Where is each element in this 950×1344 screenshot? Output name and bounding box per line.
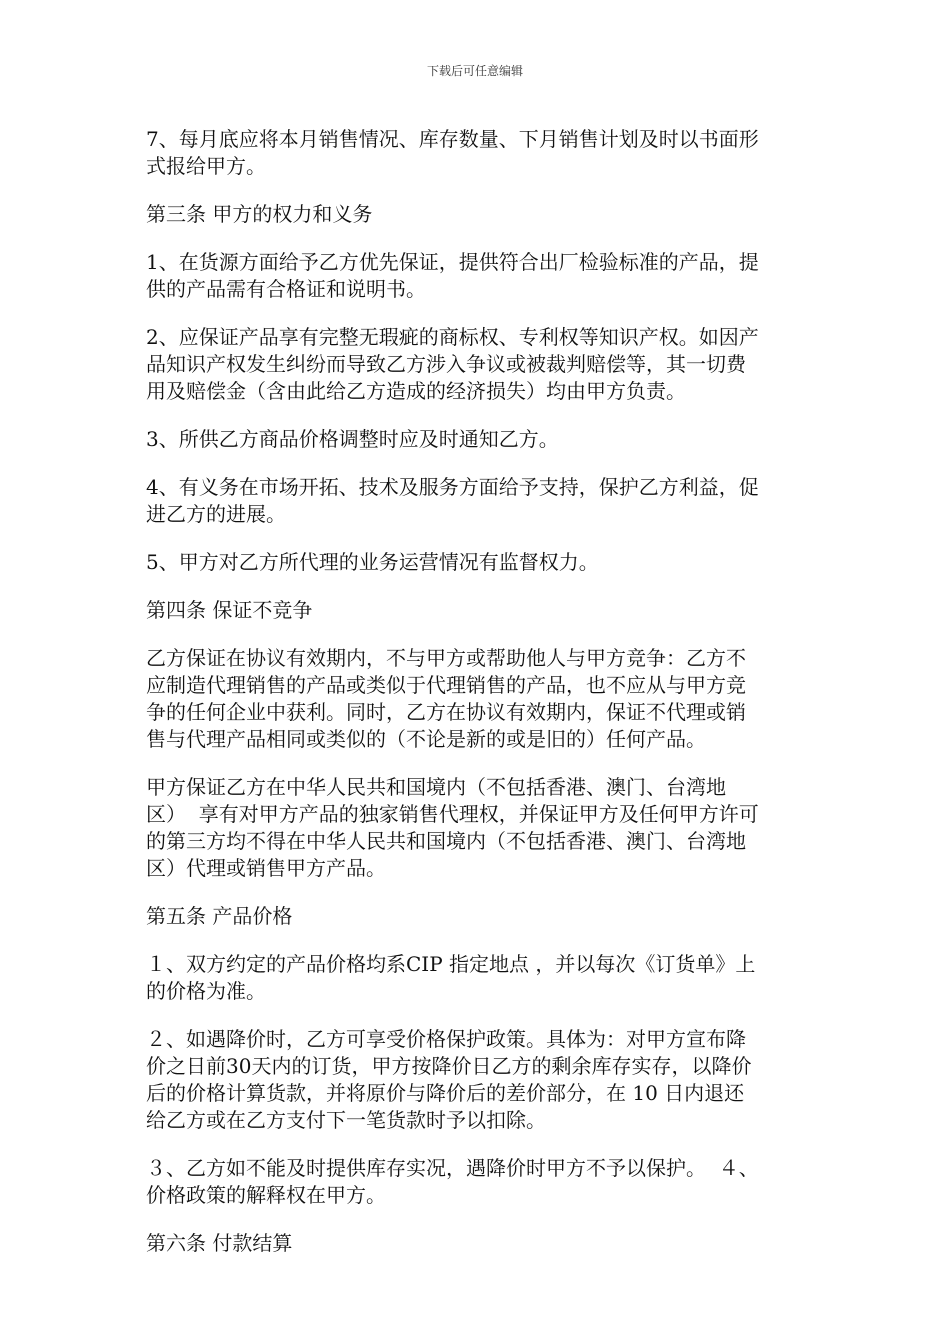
article-3-item-5: 5、甲方对乙方所代理的业务运营情况有监督权力。 (146, 550, 599, 574)
article-3-item-4: 4、有义务在市场开拓、技术及服务方面给予支持，保护乙方利益，促 进乙方的进展。 (146, 475, 759, 526)
article-4-para-2: 甲方保证乙方在中华人民共和国境内（不包括香港、澳门、台湾地 区） 享有对甲方产品的独家销售代理权，并保证甲方及任何甲方许可 的第三方均不得在中华人民共和国境内（不包括香港、澳门、台湾地 区）代理或销售甲方产品。 (146, 775, 759, 880)
document-body (146, 126, 810, 1278)
article-4-para-1: 乙方保证在协议有效期内，不与甲方或帮助他人与甲方竞争：乙方不 应制造代理销售的产品或类似于代理销售的产品，也不应从与甲方竞 争的任何企业中获利。同时，乙方在协议有效期内，保证不代理或销 售与代理产品相同或类似的（不论是新的或是旧的）任何产品。 (146, 646, 746, 751)
article-6-heading: 第六条 付款结算 (146, 1231, 293, 1255)
article-3-item-3: 3、所供乙方商品价格调整时应及时通知乙方。 (146, 427, 559, 451)
article-5-item-1: １、双方约定的产品价格均系CIP 指定地点 ，并以每次《订货单》上 的价格为准。 (146, 952, 756, 1003)
article-5-item-2: ２、如遇降价时，乙方可享受价格保护政策。具体为：对甲方宣布降 价之日前30天内的订货，甲方按降价日乙方的剩余库存实存，以降价 后的价格计算货款，并将原价与降价后的差价部分，在 10 日内退还 给乙方或在乙方支付下一笔货款时予以扣除。 (146, 1027, 752, 1132)
article-4-heading: 第四条 保证不竞争 (146, 598, 313, 622)
article-3-item-2: 2、应保证产品享有完整无瑕疵的商标权、专利权等知识产权。如因产 品知识产权发生纠纷而导致乙方涉入争议或被裁判赔偿等，其一切费 用及赔偿金（含由此给乙方造成的经济损失）均由甲方负责。 (146, 325, 759, 403)
article-3-item-1: 1、在货源方面给予乙方优先保证，提供符合出厂检验标准的产品，提 供的产品需有合格证和说明书。 (146, 250, 759, 301)
article-5-heading: 第五条 产品价格 (146, 904, 293, 928)
article-3-heading: 第三条 甲方的权力和义务 (146, 202, 373, 226)
page-header: 下载后可任意编辑 (426, 64, 523, 78)
clause-7-monthly-report: 7、每月底应将本月销售情况、库存数量、下月销售计划及时以书面形 式报给甲方。 (146, 127, 759, 178)
article-5-item-3-4: ３、乙方如不能及时提供库存实况，遇降价时甲方不予以保护。 ４、 价格政策的解释权在甲方。 (146, 1156, 759, 1207)
